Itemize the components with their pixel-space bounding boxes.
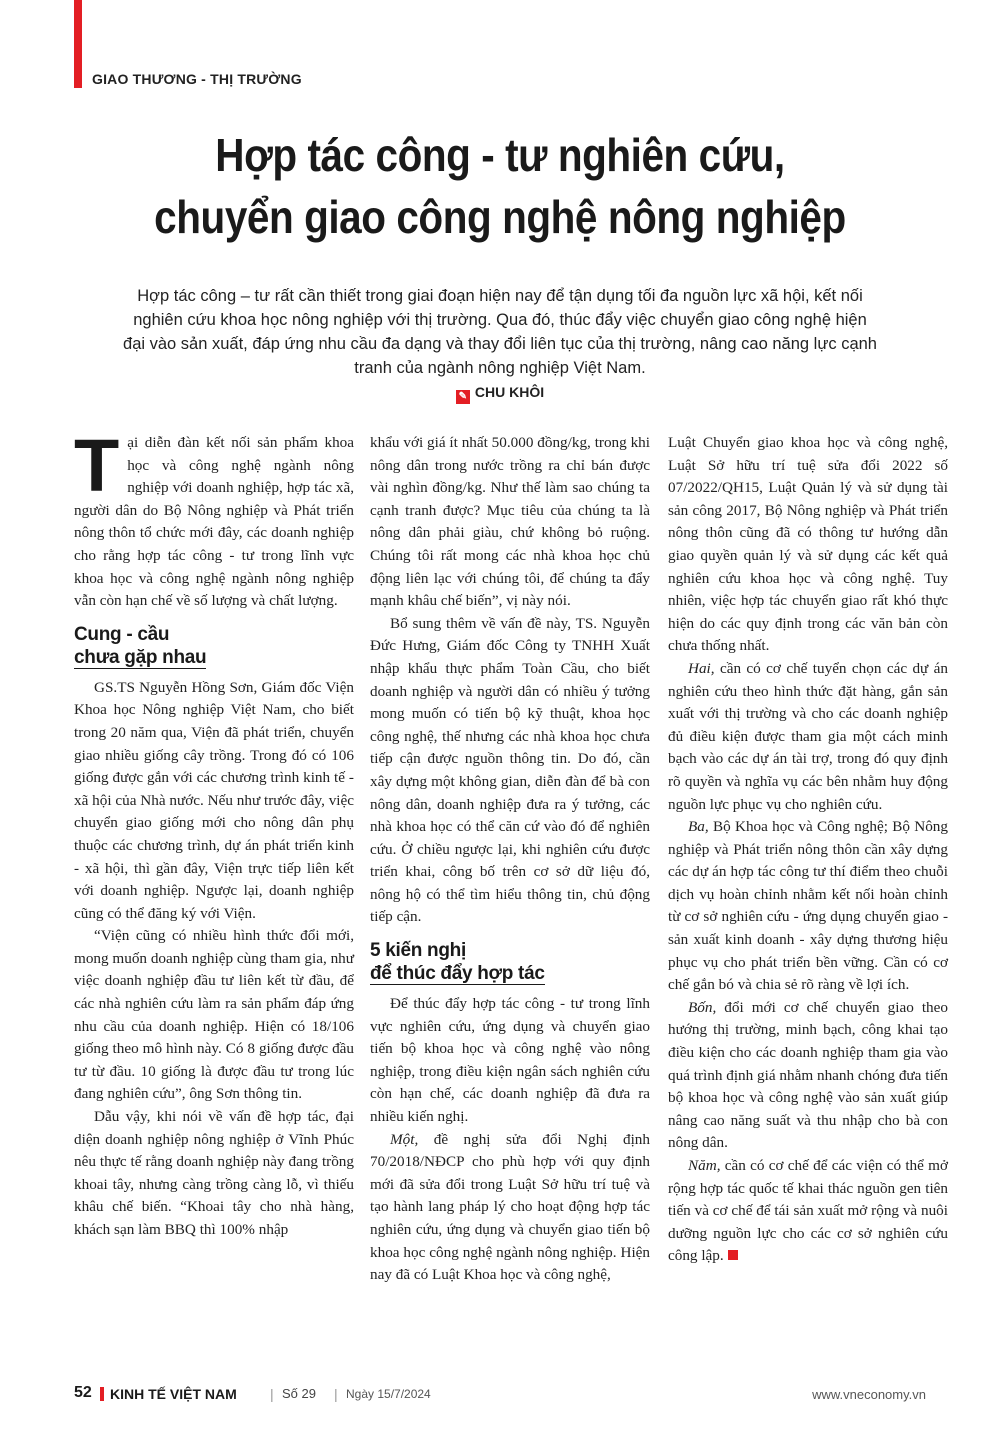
column-3 [668,432,948,1268]
article-title [113,124,887,248]
paragraph-lead: Năm, [688,1157,721,1174]
paragraph: Để thúc đẩy hợp tác công - tư trong lĩnh vực nghiên cứu, ứng dụng và chuyển giao tiến bộ khoa học và công nghệ vào nông nghiệp, trong điều kiện ngân sách nghiên cứu còn hạn chế, các doanh nghiệp đã đưa ra nhiều kiến nghị. [370,995,650,1126]
paragraph-text: cần có cơ chế tuyển chọn các dự án nghiên cứu theo hình thức đặt hàng, gắn sản xuất với thị trường và cho các doanh nghiệp đủ điều kiện được tham gia một cách minh bạch vào các dự án tài trợ, trong đó quy định rõ quyền và nghĩa vụ các bên nhằm huy động nguồn lực phục vụ cho nghiên cứu. [668,659,948,813]
column-2 [370,432,650,1287]
paragraph [370,1129,650,1287]
paragraph: “Viện cũng có nhiều hình thức đổi mới, mong muốn doanh nghiệp cùng tham gia, như việc doanh nghiệp đầu tư liên kết từ đầu, để các nhà nghiên cứu làm ra sản phẩm đáp ứng nhu cầu của doanh nghiệp. Hiện có 18/106 giống theo mô hình này. Có 8 giống được đầu tư từ đầu. 10 giống là được đầu tư trong lúc đang nghiên cứu”, ông Sơn thông tin. [74,927,354,1103]
subheading-line: 5 kiến nghị [370,940,466,962]
paragraph: GS.TS Nguyễn Hồng Sơn, Giám đốc Viện Khoa học Nông nghiệp Việt Nam, cho biết trong 20 năm qua, Viện đã phát triển, chuyển giao nhiều giống cây trồng. Trong đó có 106 giống được gắn với các chương trình kinh tế - xã hội của Nhà nước. Nếu như trước đây, việc chuyển giao giống mới cho nông dân phụ thuộc các chương trình, dự án phát triển kinh - xã hội, thì gần đây, Viện trực tiếp liên kết với doanh nghiệp. Ngược lại, doanh nghiệp cũng có thể đăng ký với Viện. [74,678,354,922]
paragraph-lead: Ba, [688,818,709,836]
subheading-line: Cung - cầu [74,623,170,645]
footer-separator: | [334,1386,338,1402]
paragraph [668,1155,948,1268]
paragraph-lead: Hai, [688,659,715,677]
pen-icon: ✎ [456,390,470,404]
title-line: chuyển giao công nghệ nông nghiệp [154,191,846,243]
end-square-icon [728,1250,738,1260]
sapo-line: Hợp tác công – tư rất cần thiết trong giai đoạn hiện nay để tận dụng tối đa nguồn lực xã hội, kết nối [137,287,863,305]
footer-separator: | [270,1386,274,1402]
sapo-line: đại vào sản xuất, đáp ứng nhu cầu đa dạng và thay đổi liên tục của thị trường, nâng cao năng lực cạnh [123,335,877,353]
paragraph [668,658,948,816]
subheading-five-proposals [370,939,650,985]
footer-accent-bar [100,1387,104,1401]
page-number: 52 [74,1384,92,1401]
author-name: CHU KHÔI [474,384,545,400]
paragraph: Luật Chuyển giao khoa học và công nghệ, Luật Sở hữu trí tuệ sửa đổi 2022 số 07/2022/QH15, Luật Quản lý và sử dụng tài sản công 2017, Bộ Nông nghiệp và Phát triển nông thôn cũng đã có thông tư hướng dẫn giao quyền quản lý và sử dụng các kết quả nghiên cứu khoa học và công nghệ. Tuy nhiên, việc hợp tác chuyển giao rất khó thực hiện do các quy định trong các văn bản còn chưa thống nhất. [668,434,948,655]
issue-number: Số 29 [282,1386,316,1401]
magazine-name: KINH TẾ VIỆT NAM [110,1386,237,1402]
title-line: Hợp tác công - tư nghiên cứu, [215,129,785,181]
paragraph-lead: Một, [390,1130,419,1148]
sapo-line: tranh của ngành nông nghiệp Việt Nam. [354,359,646,377]
subheading-supply-demand [74,623,354,669]
paragraph-text: ại diễn đàn kết nối sản phẩm khoa học và công nghệ ngành nông nghiệp với doanh nghiệp, hợp tác xã, người dân do Bộ Nông nghiệp và Phát triển nông thôn tổ chức mới đây, các doanh nghiệp cho rằng hợp tác công - tư trong lĩnh vực khoa học và công nghệ ngành nông nghiệp vẫn còn hạn chế về số lượng và chất lượng. [74,434,354,610]
issue-date: Ngày 15/7/2024 [346,1387,431,1401]
subheading-line: chưa gặp nhau [74,646,207,668]
lead-paragraph [74,424,354,613]
paragraph-lead: Bốn, [688,998,717,1016]
sapo-line: nghiên cứu khoa học nông nghiệp với thị trường. Qua đó, thúc đẩy việc chuyển giao công nghệ hiện [133,311,867,329]
drop-cap: T [74,424,120,507]
paragraph-text: Bộ Khoa học và Công nghệ; Bộ Nông nghiệp và Phát triển nông thôn cần xây dựng các dự án hợp tác công tư thí điểm theo chuỗi dịch vụ hoàn chỉnh nhằm kết nối hoàn chỉnh từ cơ sở nghiên cứu - ứng dụng chuyển giao - sản xuất kinh doanh - xây dựng thương hiệu phục vụ cho phát triển bền vững. Cần có cơ chế gắn bó và chia sẻ rõ ràng về lợi ích. [668,818,948,994]
paragraph-text: cần có cơ chế để các viện có thể mở rộng hợp tác quốc tế khai thác nguồn gen tiên tiến và cơ chế để tái sản xuất mở rộng và nuôi dưỡng nguồn lực cho các cơ sở nghiên cứu công lập. [668,1157,948,1265]
paragraph: khẩu với giá ít nhất 50.000 đồng/kg, trong khi nông dân trong nước trồng ra chỉ bán được vài nghìn đồng/kg. Như thế làm sao chúng ta cạnh tranh được? Mục tiêu của chúng ta là nông dân phải giàu, chứ không bỏ ruộng. Chúng tôi rất mong các nhà khoa học chủ động liên lạc với chúng tôi, để chúng ta đẩy mạnh khâu chế biến”, vị này nói. [370,434,650,610]
paragraph-text: đề nghị sửa đổi Nghị định 70/2018/NĐCP cho phù hợp với quy định mới đã sửa đổi trong Luật Sở hữu trí tuệ và tạo hành lang pháp lý cho hoạt động hợp tác nghiên cứu, ứng dụng và chuyển giao tiến bộ khoa học công nghệ ngành nông nghiệp. Hiện nay đã có Luật Khoa học và công nghệ, [370,1130,650,1284]
website-link[interactable]: www.vneconomy.vn [812,1387,926,1402]
column-1 [74,424,354,1242]
paragraph-text: đổi mới cơ chế chuyển giao theo hướng thị trường, minh bạch, công khai tạo điều kiện cho các doanh nghiệp tham gia vào quá trình định giá nhằm nhanh chóng đưa tiến bộ khoa học và công nghệ vào sản xuất giúp nâng cao năng suất và thu nhập cho bà con nông dân. [668,998,948,1152]
paragraph: Dẫu vậy, khi nói về vấn đề hợp tác, đại diện doanh nghiệp nông nghiệp ở Vĩnh Phúc nêu thực tế rằng doanh nghiệp này đang trồng khoai tây, nhưng càng trồng càng lỗ, vì thiếu khâu chế biến. “Khoai tây cho nhà hàng, khách sạn làm BBQ thì 100% nhập [74,1108,354,1238]
paragraph [668,997,948,1155]
subheading-line: để thúc đẩy hợp tác [370,963,545,985]
article-sapo [120,284,880,380]
section-label: GIAO THƯƠNG - THỊ TRƯỜNG [92,71,302,87]
author-byline [0,384,1000,404]
paragraph [668,816,948,997]
paragraph: Bổ sung thêm về vấn đề này, TS. Nguyễn Đức Hưng, Giám đốc Công ty TNHH Xuất nhập khẩu thực phẩm Toàn Cầu, cho biết doanh nghiệp và người dân có nhiều ý tưởng mong muốn có tiến bộ kỹ thuật, khoa học công nghệ, thế nhưng các nhà khoa học chưa tiếp cận được nguồn thông tin. Do đó, cần xây dựng một không gian, diễn đàn để bà con nông dân, doanh nghiệp đưa ra ý tưởng, các nhà khoa học có thể căn cứ vào đó để nghiên cứu. Ở chiều ngược lại, khi nghiên cứu được triển khai, công bố trên cơ sở dữ liệu đó, nông hộ có thể tìm hiểu thông tin, chủ động tiếp cận. [370,614,650,926]
page-footer [74,1384,926,1406]
section-accent-bar [74,0,82,88]
